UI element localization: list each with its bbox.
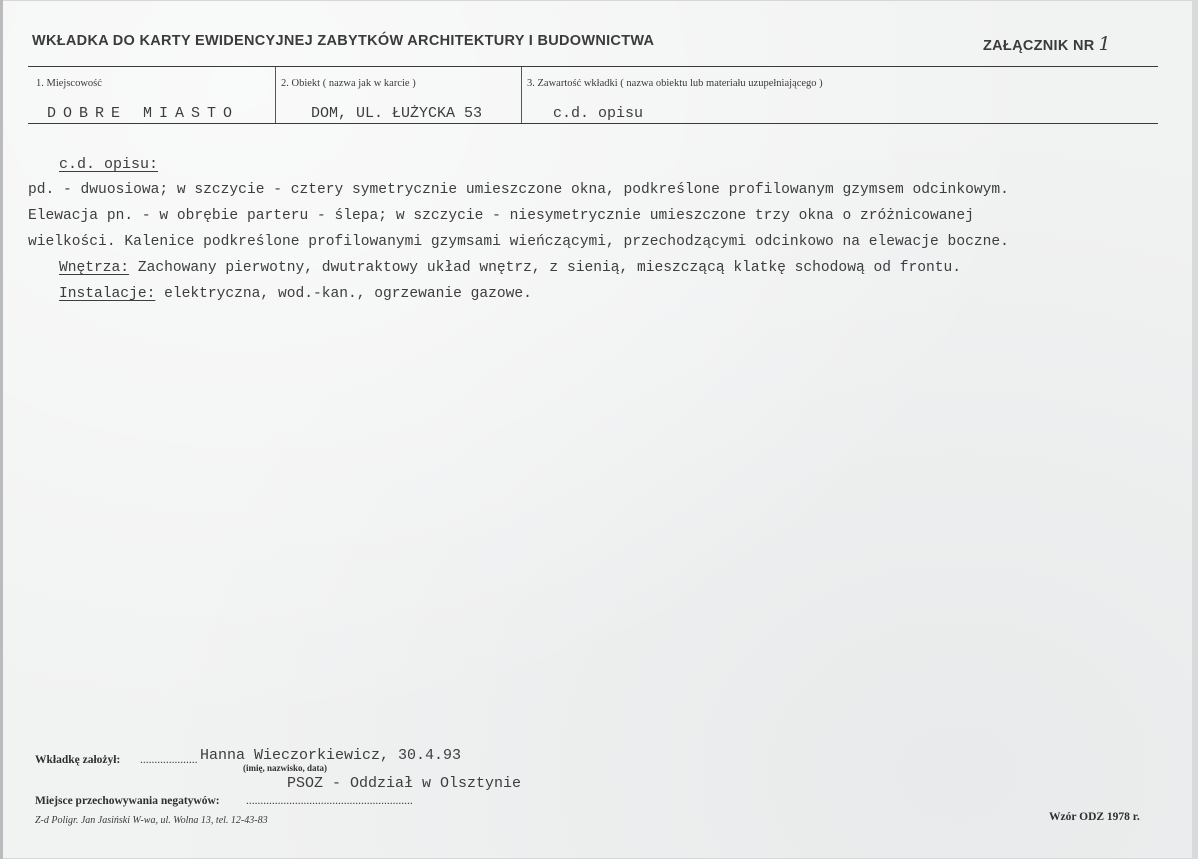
annex-label: ZAŁĄCZNIK NR bbox=[983, 38, 1095, 54]
installations-text: elektryczna, wod.-kan., ogrzewanie gazowe. bbox=[155, 286, 532, 302]
card-left-edge bbox=[0, 0, 3, 859]
installations-line bbox=[59, 286, 532, 302]
locality-label: 1. Miejscowość bbox=[36, 78, 102, 89]
object-label: 2. Obiekt ( nazwa jak w karcie ) bbox=[281, 78, 416, 89]
interiors-text: Zachowany pierwotny, dwutraktowy układ wnętrz, z sienią, mieszczącą klatkę schodową od frontu. bbox=[129, 260, 962, 276]
author-hint: (imię, nazwisko, data) bbox=[243, 763, 327, 773]
header-bottom-rule bbox=[28, 123, 1158, 124]
author-dots: .................... bbox=[140, 754, 198, 766]
content-value: c.d. opisu bbox=[553, 105, 644, 122]
author-value: Hanna Wieczorkiewicz, 30.4.93 bbox=[200, 747, 462, 764]
negatives-label: Miejsce przechowywania negatywów: bbox=[35, 795, 220, 807]
locality-value: DOBRE MIASTO bbox=[47, 105, 240, 122]
institution-value: PSOZ - Oddział w Olsztynie bbox=[287, 775, 522, 792]
interiors-line bbox=[59, 260, 961, 276]
interiors-label: Wnętrza: bbox=[59, 260, 130, 276]
card-right-edge bbox=[1192, 0, 1198, 859]
content-label: 3. Zawartość wkładki ( nazwa obiektu lub materiału uzupełniającego ) bbox=[527, 78, 823, 89]
object-value: DOM, UL. ŁUŻYCKA 53 bbox=[311, 105, 483, 122]
installations-label: Instalacje: bbox=[59, 286, 156, 302]
form-title: WKŁADKA DO KARTY EWIDENCYJNEJ ZABYTKÓW ARCHITEKTURY I BUDOWNICTWA bbox=[32, 33, 655, 49]
body-heading: c.d. opisu: bbox=[59, 156, 159, 173]
printer-imprint: Z-d Poligr. Jan Jasiński W-wa, ul. Wolna 13, tel. 12-43-83 bbox=[35, 815, 268, 826]
body-line-2: Elewacja pn. - w obrębie parteru - ślepa; w szczycie - niesymetrycznie umieszczone trzy okna o zróżnicowanej bbox=[28, 208, 974, 224]
body-line-1: pd. - dwuosiowa; w szczycie - cztery symetrycznie umieszczone okna, podkreślone profilowanym gzymsem odcinkowym. bbox=[28, 182, 1009, 198]
annex-label-group bbox=[983, 33, 1111, 55]
body-line-3: wielkości. Kalenice podkreślone profilowanymi gzymsami wieńczącymi, przechodzącymi odcinkowo na elewacje boczne. bbox=[28, 234, 1009, 250]
header-top-rule bbox=[28, 66, 1158, 67]
author-label: Wkładkę założył: bbox=[35, 754, 121, 766]
form-model: Wzór ODZ 1978 r. bbox=[1049, 811, 1140, 823]
negatives-dots: .......................................................... bbox=[246, 795, 413, 807]
annex-number: 1 bbox=[1098, 33, 1111, 55]
field-divider-1 bbox=[275, 67, 276, 123]
field-divider-2 bbox=[521, 67, 522, 123]
